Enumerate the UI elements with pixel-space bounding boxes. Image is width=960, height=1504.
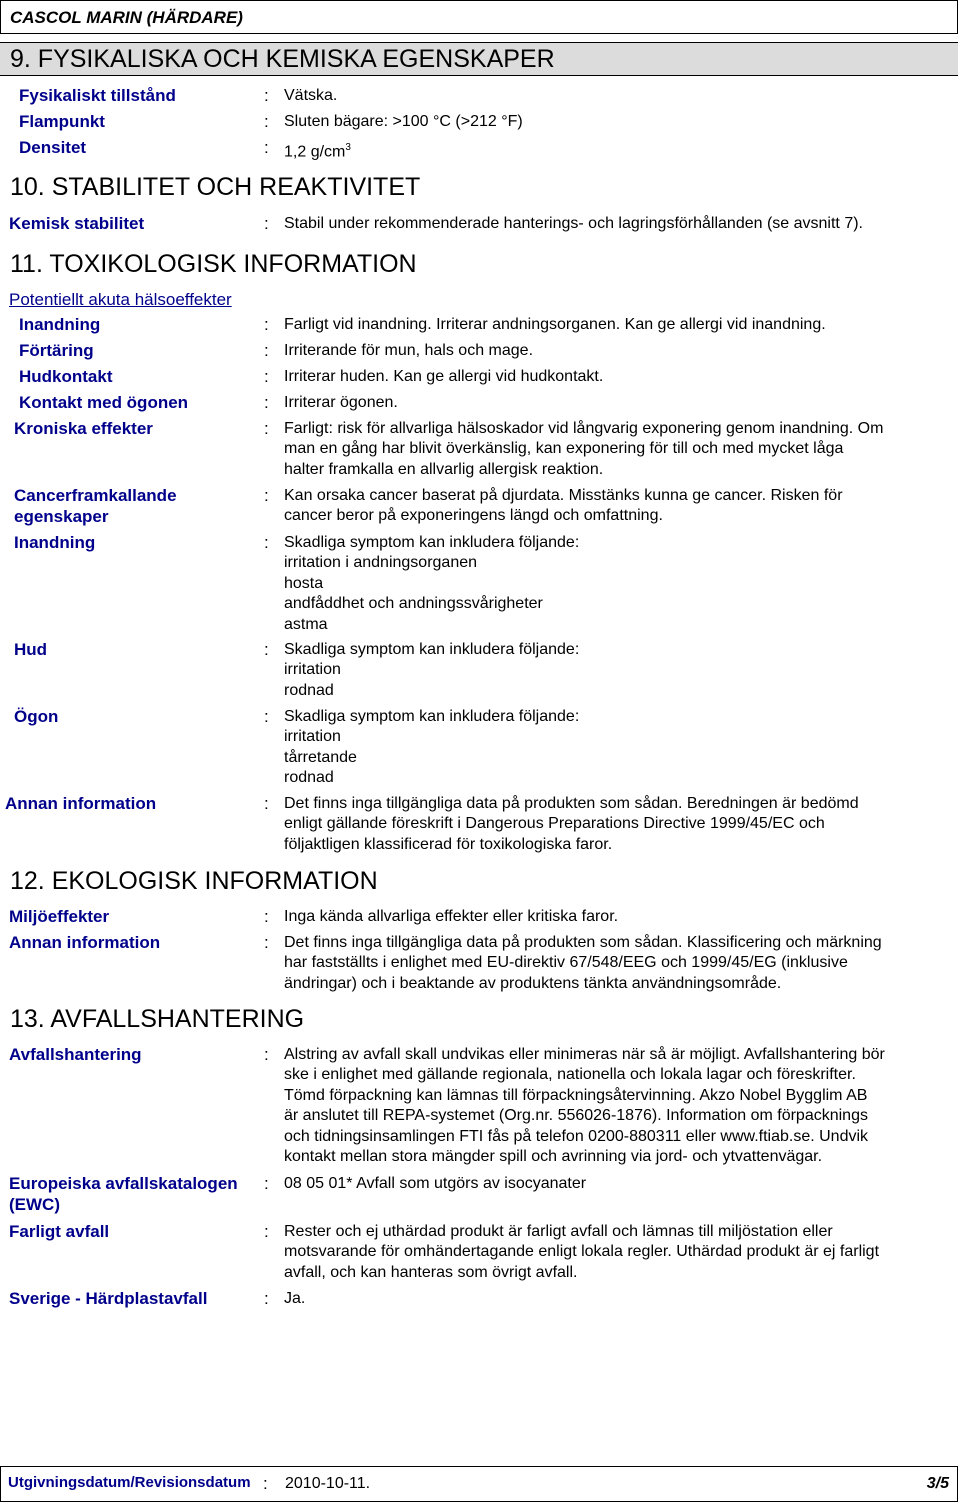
value-line: astma [284,615,328,633]
field-label: Farligt avfall [9,1222,110,1241]
footer-label: Utgivningsdatum/Revisionsdatum [8,1474,251,1491]
value-line: Rester och ej uthärdad produkt är farligt avfall och lämnas till miljöstation eller [284,1223,833,1240]
value-line: man en gång har blivit överkänslig, kan exponering för till och med mycket låga [284,440,844,458]
value-line: irritation [284,661,341,679]
footer-colon: : [263,1474,268,1493]
section-subtitle: Potentiellt akuta hälsoeffekter [9,290,232,309]
field-label: Hud [14,640,48,659]
field-label: Cancerframkallande [14,486,177,505]
field-value [284,112,954,132]
value-line: hosta [284,574,324,592]
field-value [284,419,954,480]
field-value [284,1045,954,1167]
section-9-title: 9. FYSIKALISKA OCH KEMISKA EGENSKAPER [10,45,555,73]
field-label: Kemisk stabilitet [9,214,145,233]
value-line: Ja. [284,1290,306,1307]
value-line: Tömd förpackning kan lämnas till förpackningsåtervinning. Akzo Nobel Bygglim AB [284,1086,868,1104]
superscript: 3 [345,142,351,153]
field-value [284,393,954,413]
document-footer [0,1466,958,1502]
field-label: Miljöeffekter [9,907,110,926]
value-line: Det finns inga tillgängliga data på produkten som sådan. Beredningen är bedömd [284,795,859,812]
field-value [284,315,954,335]
field-label: Avfallshantering [9,1045,142,1064]
field-label: Sverige - Härdplastavfall [9,1289,208,1308]
colon: : [264,367,269,386]
field-label: Densitet [19,138,87,157]
value-line: Farligt vid inandning. Irriterar andningsorganen. Kan ge allergi vid inandning. [284,316,826,333]
colon: : [264,86,269,105]
colon: : [264,707,269,726]
value-line: Irriterar ögonen. [284,394,398,411]
value-line: halter framkalla en allvarlig allergisk reaktion. [284,460,604,478]
colon: : [264,533,269,552]
colon: : [264,315,269,334]
colon: : [264,933,269,952]
field-label: Fysikaliskt tillstånd [19,86,176,105]
value-line: avfall, och kan hanteras som övrigt avfall. [284,1263,578,1281]
field-label: Kroniska effekter [14,419,153,438]
colon: : [264,486,269,505]
colon: : [264,907,269,926]
field-label: Annan information [9,933,161,952]
value-line: Skadliga symptom kan inkludera följande: [284,708,580,725]
field-value [284,1174,954,1194]
field-label: Kontakt med ögonen [19,393,189,412]
colon: : [264,1174,269,1193]
field-value [284,86,954,106]
field-label: Förtäring [19,341,94,360]
colon: : [264,640,269,659]
document-header [0,0,958,34]
value-line: har fastställts i enlighet med EU-direktiv 67/548/EEG och 1999/45/EG (inklusive [284,954,848,972]
section-12-title: 12. EKOLOGISK INFORMATION [10,867,378,895]
field-label-cont: (EWC) [9,1194,60,1214]
colon: : [264,1289,269,1308]
value-line: ske i enlighet med gällande regionala, nationella och lokala lagar och föreskrifter. [284,1066,856,1084]
value-line: Farligt: risk för allvarliga hälsoskador vid långvarig exponering genom inandning. Om [284,420,884,437]
value-line: följaktligen klassificerad för toxikologiska faror. [284,835,613,853]
field-label: Inandning [14,533,96,552]
colon: : [264,794,269,813]
section-13-title: 13. AVFALLSHANTERING [10,1005,305,1033]
value-line: Irriterande för mun, hals och mage. [284,342,534,359]
field-value [284,341,954,361]
colon: : [264,341,269,360]
section-10-title: 10. STABILITET OCH REAKTIVITET [10,173,421,201]
value-line: Skadliga symptom kan inkludera följande: [284,641,580,658]
colon: : [264,1222,269,1241]
field-value [284,794,954,855]
value-line: cancer beror på exponeringens längd och omfattning. [284,507,663,525]
field-label: Inandning [19,315,101,334]
field-label: Annan information [5,794,157,813]
value-line: rodnad [284,769,334,787]
value-line: enligt gällande föreskrift i Dangerous Preparations Directive 1999/45/EC och [284,815,825,833]
field-value [284,1289,954,1309]
value-line: är anslutet till REPA-systemet (Org.nr. 556026-1876). Information om förpacknings [284,1107,868,1125]
field-value [284,486,954,527]
field-value [284,907,954,927]
section-9-heading [0,42,958,76]
field-value [284,533,954,635]
field-value: Stabil under rekommenderade hanterings- och lagringsförhållanden (se avsnitt 7). [284,215,863,232]
value-line: Kan orsaka cancer baserat på djurdata. Misstänks kunna ge cancer. Risken för [284,487,843,504]
value-line: motsvarande för omhändertagande enligt lokala regler. Uthärdad produkt är ej farligt [284,1243,880,1261]
value-line: och tidningsinsamlingen FTI fås på telefon 0200-880311 eller www.ftiab.se. Undvik [284,1127,869,1145]
field-value [284,707,954,789]
value-text: Vätska. [284,87,338,104]
section-11-title: 11. TOXIKOLOGISK INFORMATION [10,250,417,278]
value-line: rodnad [284,681,334,699]
field-value [284,138,954,163]
value-line: tårretande [284,748,357,766]
colon: : [264,419,269,438]
value-line: 08 05 01* Avfall som utgörs av isocyanater [284,1175,587,1192]
field-label: Ögon [14,707,59,726]
page-number: 3/5 [926,1475,949,1492]
field-value [284,933,954,994]
value-line: Det finns inga tillgängliga data på produkten som sådan. Klassificering och märkning [284,934,882,951]
value-line: ändringar) och i beaktande av produktens tänkta användningsområde. [284,974,782,992]
value-line: irritation i andningsorganen [284,554,478,572]
value-text: Sluten bägare: >100 °C (>212 °F) [284,113,523,130]
value-line: Alstring av avfall skall undvikas eller minimeras när så är möjligt. Avfallshantering bör [284,1046,885,1063]
value-text: 1,2 g/cm [284,143,346,161]
field-label: Europeiska avfallskatalogen [9,1174,238,1193]
field-label: Hudkontakt [19,367,113,386]
value-line: Irriterar huden. Kan ge allergi vid hudkontakt. [284,368,604,385]
colon: : [264,138,269,157]
field-label: Flampunkt [19,112,105,131]
footer-date: 2010-10-11. [285,1475,371,1492]
field-label-cont: egenskaper [14,506,109,526]
value-line: Inga kända allvarliga effekter eller kritiska faror. [284,908,619,925]
field-value [284,367,954,387]
colon: : [264,393,269,412]
value-line: andfåddhet och andningssvårigheter [284,595,543,613]
product-title: CASCOL MARIN (HÄRDARE) [10,8,243,27]
value-line: irritation [284,728,341,746]
field-value [284,1222,954,1283]
field-value [284,640,954,701]
colon: : [264,214,269,233]
value-line: Skadliga symptom kan inkludera följande: [284,534,580,551]
colon: : [264,112,269,131]
value-line: kontakt mellan stora mängder spill och avrinning via jord- och ytvattenvägar. [284,1148,823,1166]
colon: : [264,1045,269,1064]
